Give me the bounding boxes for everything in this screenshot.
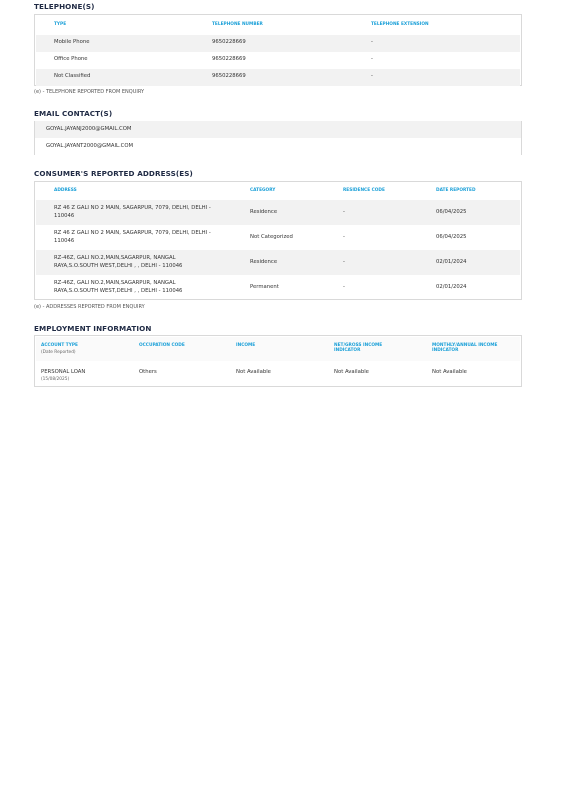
address-date-reported: 06/04/2025 — [436, 209, 467, 215]
address-header-address: ADDRESS — [54, 188, 77, 193]
employment-header-date-reported: (Date Reported) — [41, 350, 76, 355]
telephone-type: Mobile Phone — [54, 39, 90, 45]
telephone-number: 9650228669 — [212, 56, 246, 62]
address-header-residence-code: RESIDENCE CODE — [343, 188, 385, 193]
table-row — [36, 35, 520, 52]
employment-table — [34, 335, 522, 387]
employment-account-type: PERSONAL LOAN — [41, 369, 86, 375]
telephone-extension: - — [371, 73, 373, 79]
telephone-number: 9650228669 — [212, 73, 246, 79]
email-address: GOYAL.JAYANJ2000@GMAIL.COM — [46, 126, 132, 132]
address-category: Permanent — [250, 284, 279, 290]
address-date-reported: 02/01/2024 — [436, 259, 467, 265]
employment-header-occupation: OCCUPATION CODE — [139, 343, 185, 348]
address-residence-code: - — [343, 234, 345, 240]
address-category: Residence — [250, 259, 278, 265]
address-footnote: (e) - ADDRESSES REPORTED FROM ENQUIRY — [34, 304, 145, 310]
address-text: RZ-46Z, GALI NO.2,MAIN,SAGARPUR, NANGAL RAYA,S.O.SOUTH WEST,DELHI , , DELHI - 110046 — [54, 280, 183, 294]
address-text: RZ 46 Z GALI NO 2 MAIN, SAGARPUR, 7079, DELHI, DELHI - 110046 — [54, 205, 211, 219]
email-section-title: EMAIL CONTACT(S) — [34, 109, 113, 118]
address-category: Residence — [250, 209, 278, 215]
email-table — [34, 121, 522, 155]
address-header-category: CATEGORY — [250, 188, 276, 193]
employment-date-reported: (15/08/2025) — [41, 377, 70, 382]
employment-net-gross: Not Available — [334, 369, 369, 375]
address-category: Not Categorized — [250, 234, 293, 240]
table-row — [36, 69, 520, 86]
address-section-title: CONSUMER'S REPORTED ADDRESS(ES) — [34, 169, 193, 178]
address-table — [34, 181, 522, 300]
telephone-header-type: TYPE — [54, 22, 67, 27]
telephone-section-title: TELEPHONE(S) — [34, 2, 95, 11]
telephone-type: Office Phone — [54, 56, 88, 62]
employment-header-monthly-annual: MONTHLY/ANNUAL INCOME INDICATOR — [432, 343, 498, 353]
telephone-header-number: TELEPHONE NUMBER — [212, 22, 263, 27]
employment-header-account-type: ACCOUNT TYPE — [41, 343, 78, 348]
telephone-extension: - — [371, 56, 373, 62]
employment-income: Not Available — [236, 369, 271, 375]
employment-section-title: EMPLOYMENT INFORMATION — [34, 324, 152, 333]
employment-monthly-annual: Not Available — [432, 369, 467, 375]
telephone-type: Not Classified — [54, 73, 91, 79]
telephone-number: 9650228669 — [212, 39, 246, 45]
telephone-extension: - — [371, 39, 373, 45]
telephone-footnote: (e) - TELEPHONE REPORTED FROM ENQUIRY — [34, 89, 145, 95]
email-address: GOYAL.JAYANT2000@GMAIL.COM — [46, 143, 134, 149]
address-header-date-reported: DATE REPORTED — [436, 188, 476, 193]
address-text: RZ 46 Z GALI NO 2 MAIN, SAGARPUR, 7079, DELHI, DELHI - 110046 — [54, 230, 211, 244]
address-date-reported: 06/04/2025 — [436, 234, 467, 240]
address-residence-code: - — [343, 284, 345, 290]
employment-header-income: INCOME — [236, 343, 256, 348]
address-date-reported: 02/01/2024 — [436, 284, 467, 290]
address-text: RZ-46Z, GALI NO.2,MAIN,SAGARPUR, NANGAL RAYA,S.O.SOUTH WEST,DELHI , , DELHI - 110046 — [54, 255, 183, 269]
address-residence-code: - — [343, 209, 345, 215]
telephone-header-extension: TELEPHONE EXTENSION — [371, 22, 429, 27]
address-residence-code: - — [343, 259, 345, 265]
employment-header-net-gross: NET/GROSS INCOME INDICATOR — [334, 343, 383, 353]
telephone-table — [34, 14, 522, 86]
employment-occupation: Others — [139, 369, 157, 375]
